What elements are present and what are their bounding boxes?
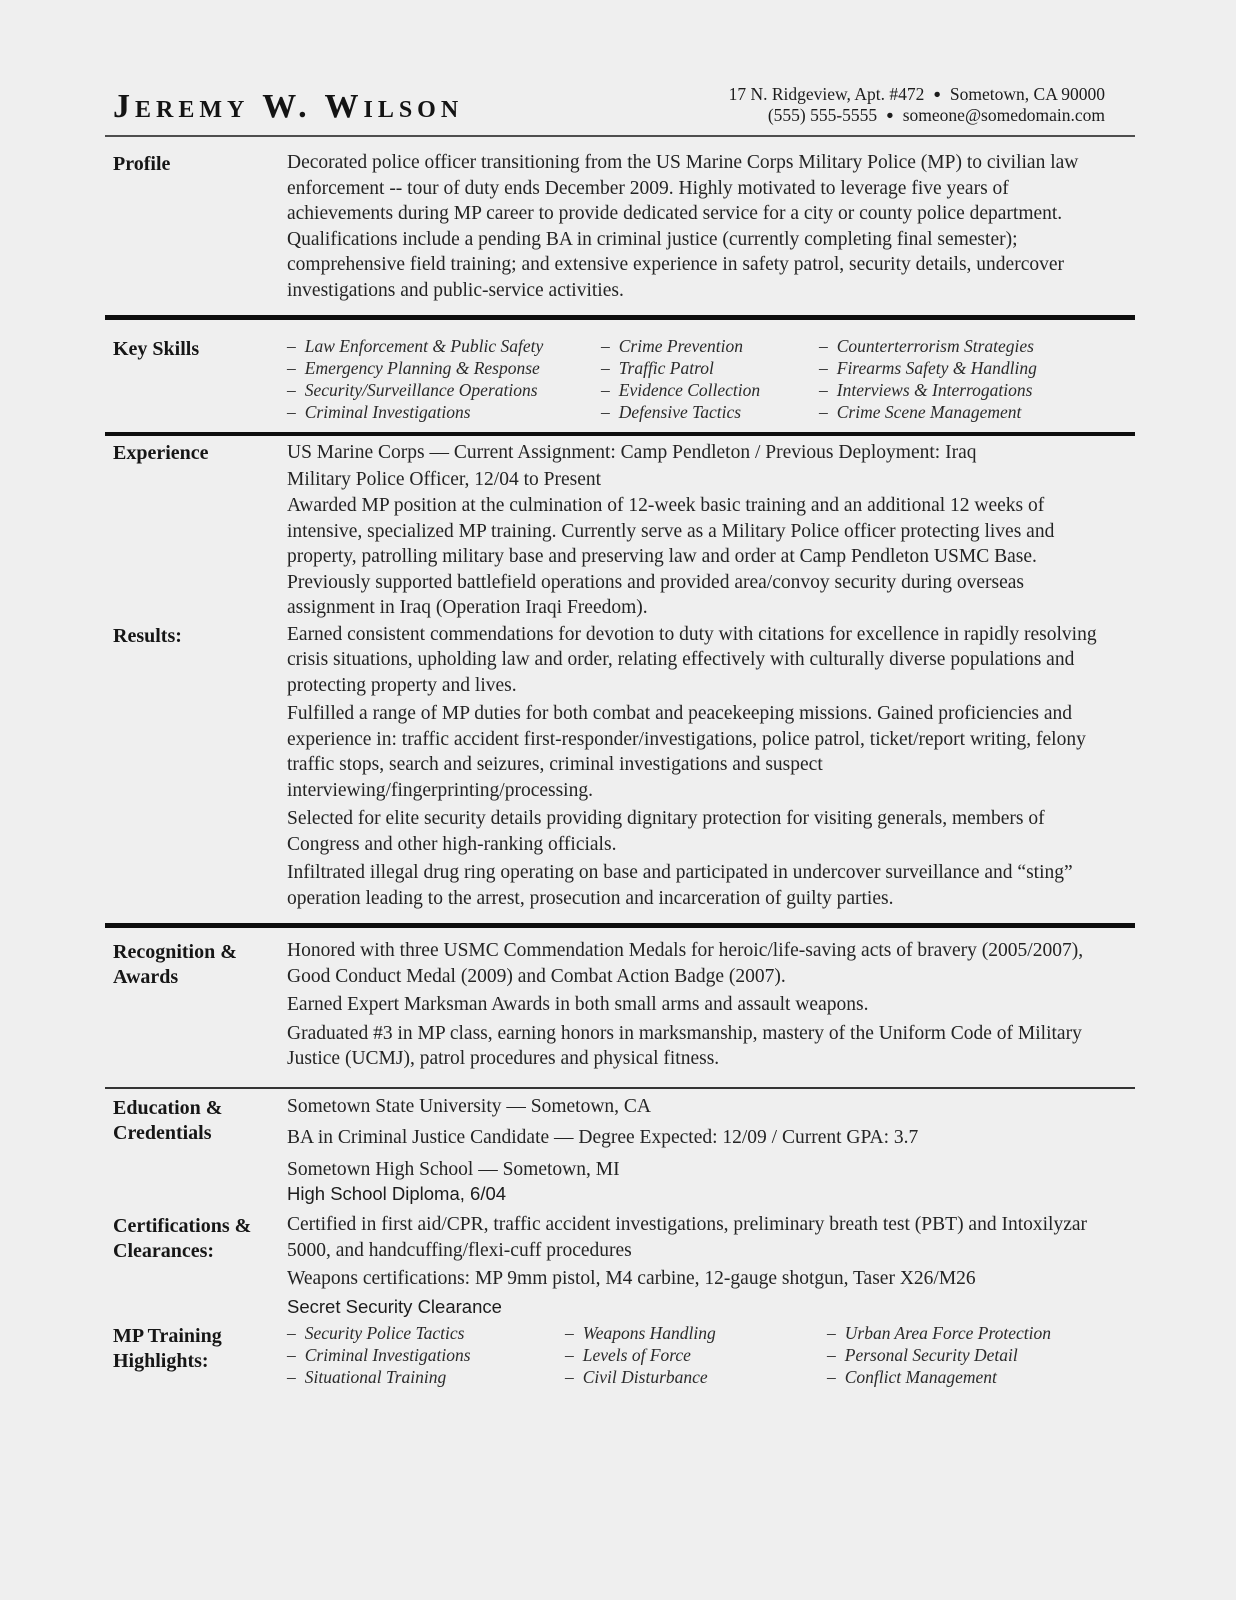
results-paragraph: Infiltrated illegal drug ring operating on base and participated in undercover surveillance and “sting” operation leading to the arrest, prosecution and incarceration of guilty parties. [287,862,1073,909]
certifications-section [105,1212,1135,1319]
recognition-paragraph: Honored with three USMC Commendation Medals for heroic/life-saving acts of bravery (2005/2007), Good Conduct Medal (2009) and Combat Action Badge (2007). [287,940,1084,987]
training-label: Civil Disturbance [582,1366,708,1387]
skill-item [601,401,819,423]
training-label: Conflict Management [844,1366,997,1387]
skill-item [819,335,1105,357]
skill-item [601,335,819,357]
section-divider [105,432,1135,436]
dash-bullet: – [601,402,610,422]
training-label: Personal Security Detail [844,1344,1018,1365]
skill-item [601,379,819,401]
dash-bullet: – [287,336,296,356]
skill-label: Traffic Patrol [618,358,714,378]
key-skills-section [105,335,1135,423]
skill-item [819,401,1105,423]
recognition-paragraph: Earned Expert Marksman Awards in both small arms and assault weapons. [287,994,869,1015]
section-label-recognition: Recognition & Awards [113,941,237,988]
section-divider [105,1087,1135,1089]
recognition-awards-section [105,938,1135,1072]
dash-bullet: – [601,358,610,378]
dash-bullet: – [827,1322,836,1343]
dash-bullet: – [827,1344,836,1365]
security-clearance-line: Secret Security Clearance [287,1295,502,1317]
training-item [827,1366,1105,1388]
street-address: 17 N. Ridgeview, Apt. #472 [728,84,925,104]
training-item [565,1366,827,1388]
skill-label: Defensive Tactics [618,402,742,422]
key-skills-list [287,335,1135,423]
section-divider [105,923,1135,928]
contact-line-address [729,84,1105,105]
training-label: Weapons Handling [582,1322,716,1343]
dash-bullet: – [819,336,828,356]
results-paragraph: Fulfilled a range of MP duties for both combat and peacekeeping missions. Gained proficiencies and experience in: traffic accident first-responder/investigations, police patrol, ticket/report writing, felony traffic stops, search and seizures, criminal investigations and suspect interviewing/fingerprinting/processing. [287,703,1086,801]
dash-bullet: – [601,380,610,400]
dash-bullet: – [819,380,828,400]
training-item [827,1322,1105,1344]
dash-bullet: – [819,358,828,378]
experience-title-line: Military Police Officer, 12/04 to Present [287,469,602,490]
section-label-experience: Experience [113,442,209,464]
dash-bullet: – [287,380,296,400]
training-item [565,1322,827,1344]
education-item: Sometown State University — Sometown, CA [287,1095,651,1117]
skill-label: Crime Prevention [618,336,744,356]
education-item: Sometown High School — Sometown, MI [287,1158,620,1180]
resume-document [105,84,1135,1388]
dash-bullet: – [601,336,610,356]
training-item [827,1344,1105,1366]
training-column-3 [827,1322,1105,1388]
training-label: Urban Area Force Protection [844,1322,1051,1343]
dash-bullet: – [287,1366,296,1387]
section-label-key-skills: Key Skills [113,338,200,360]
training-item [287,1322,565,1344]
skill-item [287,335,601,357]
skill-label: Counterterrorism Strategies [836,336,1034,356]
training-label: Situational Training [304,1366,447,1387]
results-paragraph: Earned consistent commendations for devotion to duty with citations for excellence in rapidly resolving crisis situations, upholding law and order, relating effectively with culturally diverse populations and protecting property and lives. [287,623,1097,696]
skill-item [287,401,601,423]
key-skills-column-1 [287,335,601,423]
training-column-1 [287,1322,565,1388]
key-skills-column-2 [601,335,819,423]
education-item: BA in Criminal Justice Candidate — Degree Expected: 12/09 / Current GPA: 3.7 [287,1127,919,1148]
skill-label: Evidence Collection [618,380,761,400]
skill-label: Criminal Investigations [304,402,471,422]
experience-employer-line: US Marine Corps — Current Assignment: Camp Pendleton / Previous Deployment: Iraq [287,442,977,463]
dash-bullet: – [827,1366,836,1387]
skill-item [601,357,819,379]
training-label: Security Police Tactics [304,1322,465,1343]
skill-item [819,357,1105,379]
section-label-education: Education & Credentials [113,1096,223,1144]
email-address: someone@somedomain.com [902,105,1105,125]
section-label-profile: Profile [113,153,171,175]
phone-number: (555) 555-5555 [767,105,878,125]
skill-item [287,357,601,379]
dash-bullet: – [565,1366,574,1387]
training-item [287,1366,565,1388]
skill-label: Law Enforcement & Public Safety [304,336,544,356]
dash-bullet: – [565,1344,574,1365]
contact-line-phone-email [729,105,1105,126]
dash-bullet: – [287,402,296,422]
recognition-paragraph: Graduated #3 in MP class, earning honors in marksmanship, mastery of the Uniform Code of Military Justice (UCMJ), patrol procedures and physical fitness. [287,1022,1082,1069]
training-label: Criminal Investigations [304,1344,471,1365]
skill-label: Emergency Planning & Response [304,358,540,378]
person-name: Jeremy W. Wilson [113,88,464,125]
experience-summary: Awarded MP position at the culmination of 12-week basic training and an additional 12 weeks of intensive, specialized MP training. Currently serve as a Military Police officer protecting lives and property, patrolling military base and preserving law and order at Camp Pendleton USMC Base. Previously supported battlefield operations and provided area/convoy security during overseas assignment in Iraq (Operation Iraqi Freedom). [287,495,1055,618]
skill-label: Interviews & Interrogations [836,380,1033,400]
certifications-paragraph: Certified in first aid/CPR, traffic accident investigations, preliminary breath test (PBT) and Intoxilyzar 5000, and handcuffing/flexi-cuff procedures [287,1214,1088,1261]
training-label: Levels of Force [582,1344,691,1365]
resume-header [105,84,1135,137]
city-state-zip: Sometown, CA 90000 [949,84,1105,104]
mp-training-section [105,1322,1135,1388]
dash-bullet: – [565,1322,574,1343]
contact-info [729,84,1135,126]
training-item [287,1344,565,1366]
section-label-results: Results: [113,624,182,647]
skill-item [819,379,1105,401]
key-skills-column-3 [819,335,1105,423]
certifications-paragraph: Weapons certifications: MP 9mm pistol, M4 carbine, 12-gauge shotgun, Taser X26/M26 [287,1268,976,1289]
dash-bullet: – [287,358,296,378]
skill-label: Security/Surveillance Operations [304,380,538,400]
section-label-training: MP Training Highlights: [113,1324,222,1372]
dash-bullet: – [287,1322,296,1343]
skill-label: Crime Scene Management [836,402,1022,422]
bullet-separator-icon: ● [933,87,941,101]
profile-text: Decorated police officer transitioning from the US Marine Corps Military Police (MP) to civilian law enforcement -- tour of duty ends December 2009. Highly motivated to leverage five years of achievements during MP career to provide dedicated service for a city or county police department. Qualifications include a pending BA in criminal justice (currently completing final semester); comprehensive field training; and extensive experience in safety patrol, security details, undercover investigations and public-service activities. [287,152,1079,301]
dash-bullet: – [287,1344,296,1365]
skill-label: Firearms Safety & Handling [836,358,1037,378]
results-section [105,622,1135,912]
training-list [287,1322,1135,1388]
section-divider [105,315,1135,320]
dash-bullet: – [819,402,828,422]
bullet-separator-icon: ● [886,108,894,122]
results-paragraph: Selected for elite security details providing dignitary protection for visiting generals, members of Congress and other high-ranking officials. [287,808,1045,855]
education-diploma-line: High School Diploma, 6/04 [287,1183,507,1204]
training-item [565,1344,827,1366]
training-column-2 [565,1322,827,1388]
profile-section [105,150,1135,303]
education-section [105,1094,1135,1207]
section-label-certifications: Certifications & Clearances: [113,1215,252,1262]
skill-item [287,379,601,401]
experience-section [105,439,1135,621]
